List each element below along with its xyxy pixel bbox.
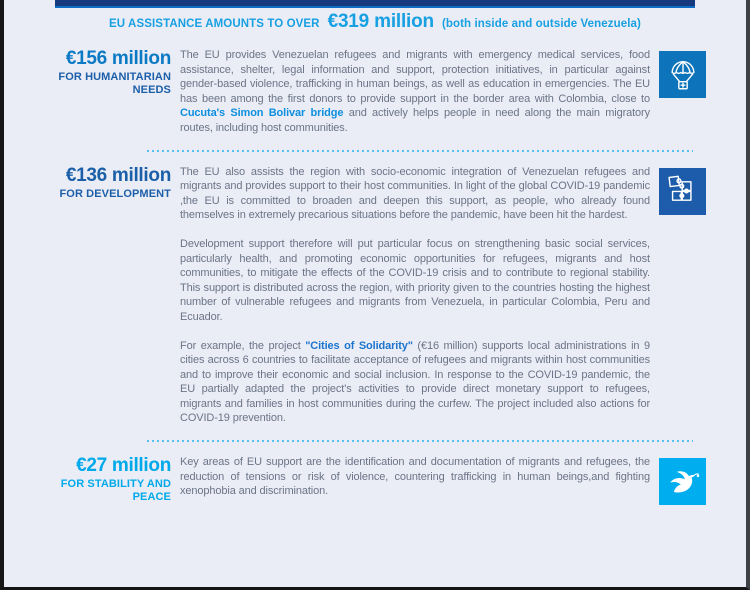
top-navy-bar bbox=[55, 0, 695, 8]
section-icon-col bbox=[659, 48, 706, 136]
section-humanitarian-needs bbox=[45, 48, 706, 136]
stability-amount: €27 million bbox=[76, 455, 171, 477]
section-heading bbox=[45, 165, 171, 427]
inline-link[interactable]: "Cities of Solidarity" bbox=[305, 339, 413, 352]
section-heading bbox=[45, 455, 171, 505]
peace-dove-icon bbox=[659, 458, 706, 505]
section-development bbox=[45, 165, 706, 427]
section-body bbox=[180, 455, 650, 505]
header-prefix: EU ASSISTANCE AMOUNTS TO OVER bbox=[109, 18, 320, 30]
stability-label: FOR STABILITY AND PEACE bbox=[60, 478, 171, 504]
section-icon-col bbox=[659, 455, 706, 505]
header-suffix: (both inside and outside Venezuela) bbox=[441, 18, 641, 30]
paragraph: Development support therefore will put particular focus on strengthening basic social services, particularly health, and promoting economic opportunities for refugees, migrants and host communities, to mitigate the effects of the COVID-19 crisis and to contribute to regional stability. This support is distributed across the region, with priority given to the countries hosting the highest number of vulnerable refugees and migrants from Venezuela, in particular Colombia, Peru and Ecuador. bbox=[180, 237, 650, 323]
section-stability-and-peace bbox=[45, 455, 706, 505]
paragraph: For example, the project "Cities of Solidarity" (€16 million) supports local administrations in 9 cities across 6 countries to facilitate acceptance of refugees and migrants within host communities and to improve their economic and social inclusion. In response to the COVID-19 pandemic, the EU partially adapted the project's activities to provide direct monetary support to refugees, migrants and families in host communities during the curfew. The project included also actions for COVID-19 prevention. bbox=[180, 339, 650, 425]
section-icon-col bbox=[659, 165, 706, 427]
paragraph: The EU provides Venezuelan refugees and migrants with emergency medical services, food assistance, shelter, legal information and support, protection initiatives, in particular against gender-based violence, trafficking in human beings, as well as education in emergencies. The EU has been among the first donors to provide support in the border area with Colombia, close to Cucuta's Simon Bolivar bridge and actively helps people in need along the main migratory routes, including host communities. bbox=[180, 49, 650, 134]
paragraph: The EU also assists the region with socio-economic integration of Venezuelan refugees and migrants and provides support to their host communities. In light of the global COVID-19 pandemic ,the EU is committed to broaden and deepen this support, as people, who already found themselves in extremely precarious situations before the pandemic, have been hit the hardest. bbox=[180, 165, 650, 222]
section-heading bbox=[45, 48, 171, 136]
dotted-separator bbox=[147, 150, 693, 152]
sections-container bbox=[4, 33, 746, 505]
humanitarian-label: FOR HUMANITARIAN NEEDS bbox=[58, 71, 171, 96]
puzzle-pieces-icon bbox=[659, 168, 706, 215]
section-body bbox=[180, 165, 650, 427]
inline-link[interactable]: Cucuta's Simon Bolivar bridge bbox=[180, 107, 344, 120]
section-body bbox=[180, 48, 650, 136]
dotted-separator bbox=[147, 440, 693, 442]
development-label: FOR DEVELOPMENT bbox=[59, 187, 171, 200]
paragraph: Key areas of EU support are the identification and documentation of migrants and refugees, the reduction of tensions or risk of violence, countering trafficking in human beings,and fighting xenophobia and discrimination. bbox=[180, 456, 650, 498]
header-total-amount: €319 million bbox=[327, 11, 434, 32]
development-amount: €136 million bbox=[65, 164, 171, 186]
parachute-aid-drop-icon bbox=[659, 51, 706, 98]
humanitarian-amount: €156 million bbox=[65, 48, 171, 69]
